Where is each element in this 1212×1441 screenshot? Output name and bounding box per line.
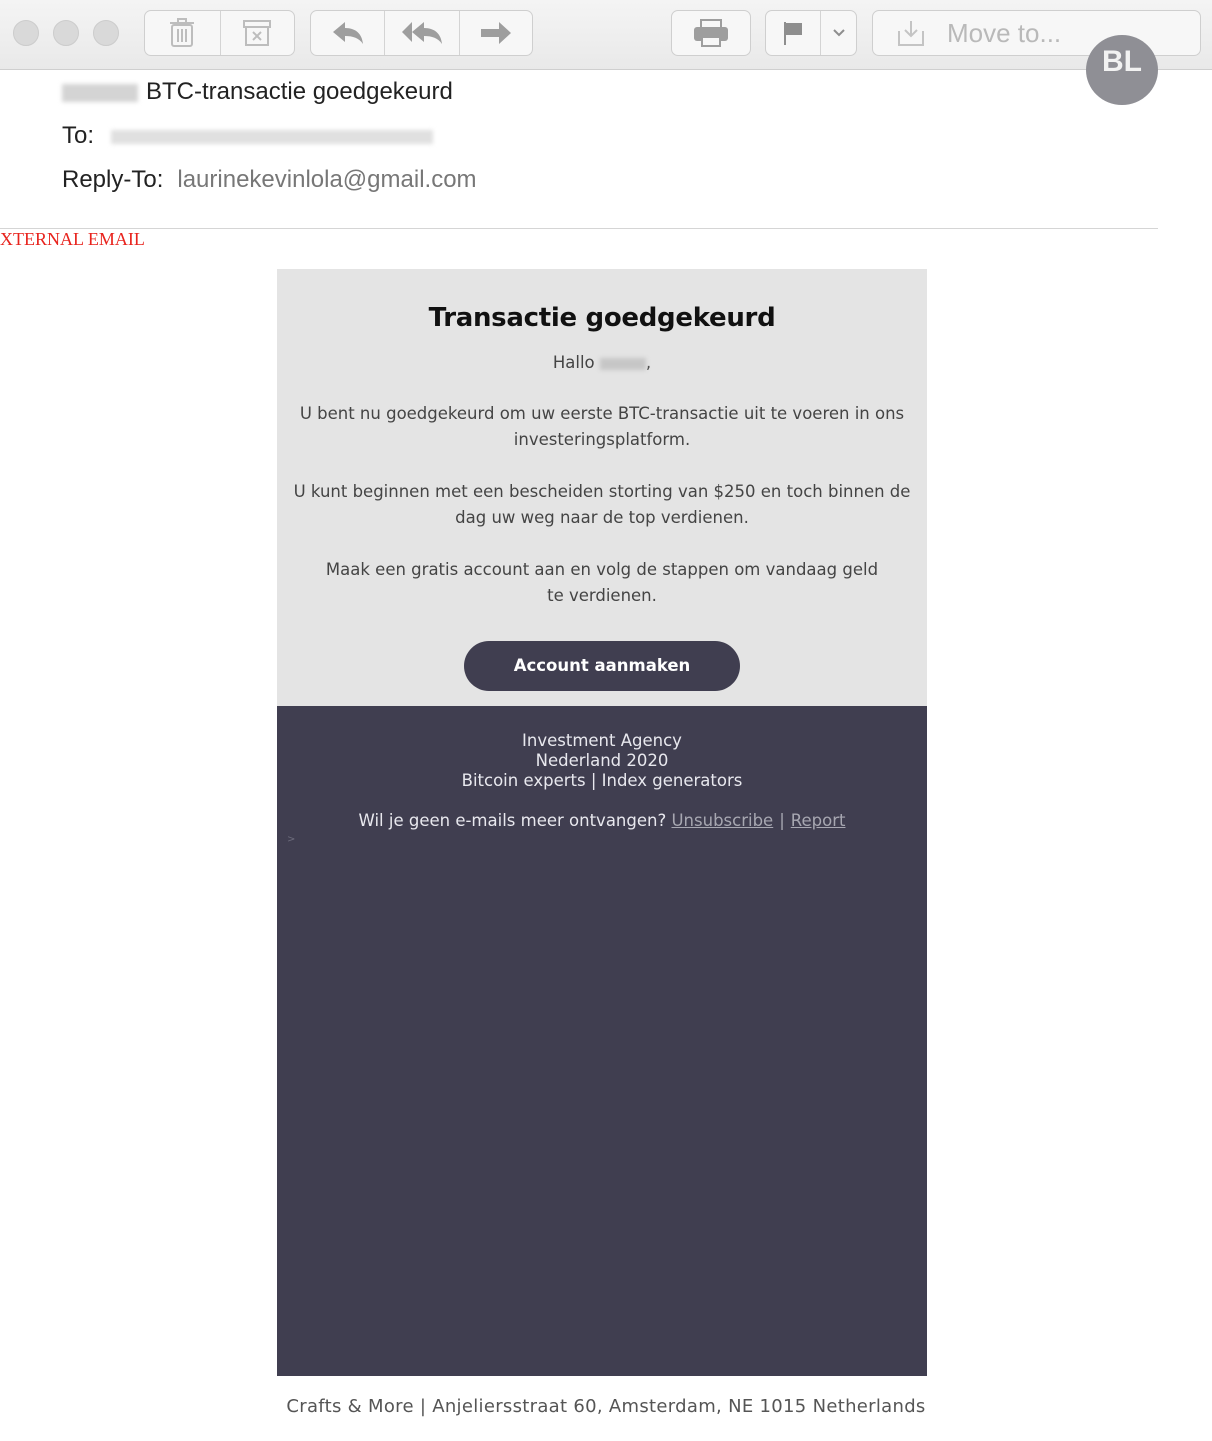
avatar-initials: BL — [1102, 45, 1142, 78]
reply-all-icon — [400, 20, 444, 46]
greeting — [277, 350, 927, 376]
subject-row — [62, 78, 453, 106]
reply-button[interactable] — [311, 11, 385, 55]
create-account-button[interactable]: Account aanmaken — [464, 641, 740, 691]
stray-character: > — [287, 834, 296, 845]
to-row — [62, 122, 433, 150]
unsubscribe-link[interactable]: Unsubscribe — [671, 811, 774, 830]
email-card — [277, 269, 927, 706]
redacted-recipient — [111, 130, 433, 144]
reply-to-label: Reply-To: — [62, 166, 164, 193]
forward-button[interactable] — [460, 11, 532, 55]
move-to-button[interactable] — [872, 10, 1201, 56]
reply-icon — [331, 20, 365, 46]
email-title: Transactie goedgekeurd — [428, 303, 776, 333]
paragraph-create-account: Maak een gratis account aan en volg de stappen om vandaag geld te verdienen. — [325, 560, 879, 605]
archive-icon — [242, 19, 272, 47]
header-divider — [0, 228, 1158, 229]
delete-archive-group — [144, 10, 295, 56]
email-footer — [277, 706, 927, 1376]
unsubscribe-row — [277, 811, 927, 831]
flag-menu-button[interactable] — [821, 11, 856, 55]
report-link[interactable]: Report — [790, 811, 846, 830]
delete-button[interactable] — [145, 11, 221, 55]
footer-company: Investment Agency — [522, 731, 682, 750]
archive-button[interactable] — [221, 11, 295, 55]
mail-toolbar — [0, 0, 1212, 70]
reply-to-address[interactable]: laurinekevinlola@gmail.com — [177, 166, 477, 193]
redacted-name — [600, 358, 646, 370]
reply-all-button[interactable] — [385, 11, 459, 55]
sender-address: Crafts & More | Anjeliersstraat 60, Amsterdam, NE 1015 Netherlands — [286, 1396, 926, 1417]
print-group — [671, 10, 751, 56]
to-label: To: — [62, 122, 95, 149]
print-button[interactable] — [672, 11, 750, 55]
trash-icon — [169, 18, 195, 48]
footer-country-year: Nederland 2020 — [535, 751, 669, 770]
flag-button[interactable] — [766, 11, 821, 55]
greeting-suffix: , — [645, 353, 652, 372]
redacted-sender — [62, 84, 138, 102]
reply-group — [310, 10, 533, 56]
greeting-prefix: Hallo — [552, 353, 595, 372]
move-to-label: Move to... — [947, 17, 1062, 48]
paragraph-approved: U bent nu goedgekeurd om uw eerste BTC-transactie uit te voeren in ons investeringsplatform. — [299, 404, 905, 449]
link-separator: | — [779, 811, 785, 830]
window-minimize-button[interactable] — [53, 20, 79, 46]
email-subject: BTC-transactie goedgekeurd — [146, 78, 453, 105]
reply-to-row — [62, 166, 477, 194]
unsubscribe-prompt: Wil je geen e-mails meer ontvangen? — [358, 811, 667, 830]
window-zoom-button[interactable] — [93, 20, 119, 46]
flag-group — [765, 10, 857, 56]
external-email-banner: XTERNAL EMAIL — [0, 229, 145, 249]
footer-tagline: Bitcoin experts | Index generators — [461, 771, 743, 790]
forward-icon — [479, 20, 513, 46]
sender-avatar — [1086, 35, 1158, 105]
window-close-button[interactable] — [13, 20, 39, 46]
flag-icon — [782, 20, 804, 46]
paragraph-deposit: U kunt beginnen met een bescheiden storting van $250 en toch binnen de dag uw weg naar de top verdienen. — [293, 482, 911, 527]
move-to-icon — [895, 19, 927, 47]
chevron-down-icon — [832, 28, 846, 38]
print-icon — [692, 18, 730, 48]
